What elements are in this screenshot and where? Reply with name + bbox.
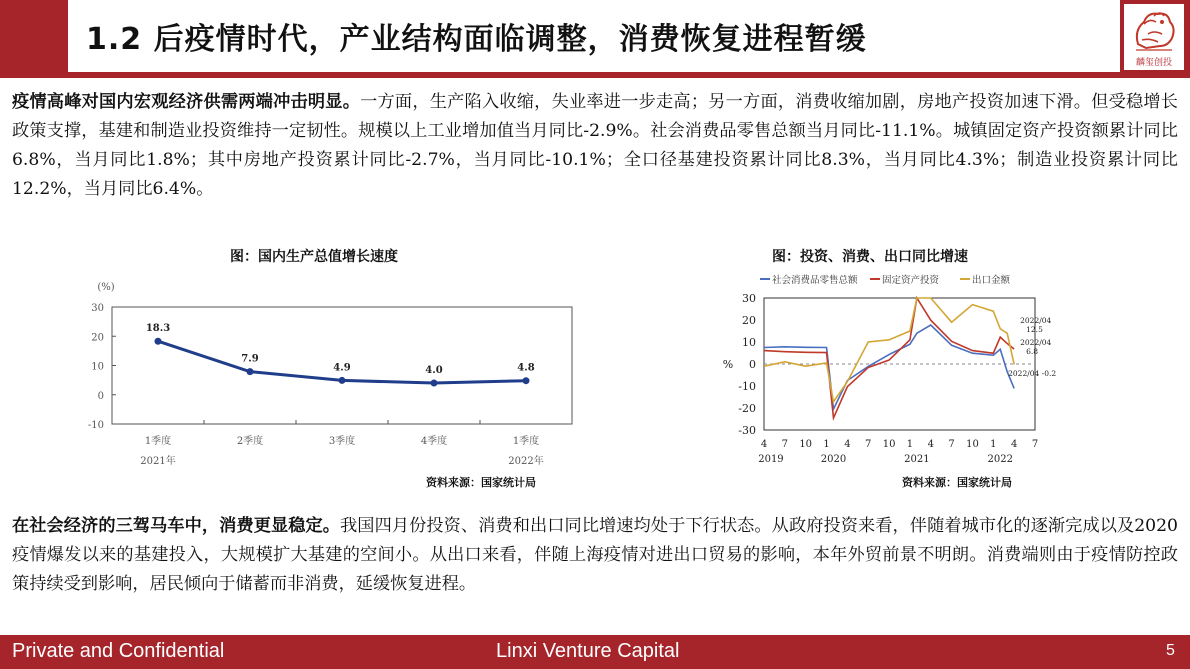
chart2-series-line <box>764 298 1014 402</box>
chart2-x-tick: 1 <box>823 439 830 450</box>
chart2-y-tick: 30 <box>742 292 756 305</box>
chart2-y-tick: -10 <box>738 380 756 393</box>
chart2-x-tick: 10 <box>882 439 896 450</box>
chart1-y-tick: -10 <box>87 420 104 431</box>
intro-lead: 疫情高峰对国内宏观经济供需两端冲击明显。 <box>12 92 361 112</box>
chart2-x-tick: 7 <box>1031 439 1039 450</box>
chart2-y-tick: 0 <box>749 358 756 371</box>
chart1-data-label: 4.0 <box>425 365 443 377</box>
chart1-y-tick: 0 <box>97 390 104 402</box>
chart2-series-line <box>764 298 1014 418</box>
chart1-y-tick: 30 <box>91 303 104 314</box>
analysis-paragraph <box>12 512 1178 599</box>
chart1-point <box>431 380 438 387</box>
chart1-point <box>339 377 346 384</box>
chart2-caption: 图：投资、消费、出口同比增速 <box>772 249 968 265</box>
chart2-x-tick: 1 <box>906 439 914 450</box>
chart1-x-tick: 1季度 <box>144 436 172 447</box>
investment-consumption-export-chart <box>720 268 1057 468</box>
chart2-y-tick: 10 <box>742 336 756 349</box>
chart2-x-tick: 7 <box>948 439 955 450</box>
chart2-x-tick: 7 <box>865 439 872 450</box>
chart2-x-year: 2020 <box>820 454 847 465</box>
chart2-y-tick: 20 <box>742 314 756 327</box>
chart1-x-tick: 3季度 <box>328 436 356 447</box>
page-title: 1.2 后疫情时代，产业结构面临调整，消费恢复进程暂缓 <box>86 22 867 57</box>
page-number: 5 <box>1166 642 1175 659</box>
footer-confidential: Private and Confidential <box>12 640 225 662</box>
analysis-lead: 在社会经济的三驾马车中，消费更显稳定。 <box>12 516 341 536</box>
chart2-x-tick: 4 <box>844 439 851 450</box>
chart2-y-tick: -20 <box>738 402 756 415</box>
chart2-legend-label: 固定资产投资 <box>882 275 940 286</box>
chart2-x-tick: 7 <box>781 439 789 450</box>
intro-body: 一方面，生产陷入收缩，失业率进一步走高；另一方面，消费收缩加剧，房地产投资加速下滑。但受稳增长政策支撑，基建和制造业投资维持一定韧性。规模以上工业增加值当月同比-2.9%。社会消费品零售总额当月同比-11.1%。城镇固定资产投资额累计同比6.8%，当月同比1.8%；其中房地产投资累计同比-2.7%，当月同比-10.1%；全口径基建投资累计同比8.3%，当月同比4.3%；制造业投资累计同比12.2%，当月同比6.4%。 <box>12 92 1178 199</box>
chart2-y-tick: -30 <box>738 424 756 437</box>
chart2-series-line <box>764 325 1014 409</box>
chart1-y-tick: 20 <box>91 332 104 344</box>
chart1-point <box>247 368 254 375</box>
logo <box>1124 4 1184 70</box>
chart2-x-tick: 1 <box>990 439 997 450</box>
qilin-logo-icon <box>1124 4 1184 56</box>
gdp-growth-chart <box>80 272 580 492</box>
logo-text: 麟玺创投 <box>1135 58 1172 68</box>
footer-company: Linxi Venture Capital <box>496 640 680 662</box>
chart1-source: 资料来源：国家统计局 <box>426 476 536 489</box>
intro-paragraph <box>12 88 1178 204</box>
chart2-annotation-date: 2022/04 <box>1020 338 1052 347</box>
chart1-x-year: 2021年 <box>140 456 176 467</box>
header-bar <box>0 0 1190 78</box>
chart2-y-unit: % <box>722 358 734 371</box>
analysis-body: 我国四月份投资、消费和出口同比增速均处于下行状态。从政府投资来看，伴随着城市化的逐渐完成以及2020疫情爆发以来的基建投入，大规模扩大基建的空间小。从出口来看，伴随上海疫情对进出口贸易的影响，本年外贸前景不明朗。消费端则由于疫情防控政策持续受到影响，居民倾向于储蓄而非消费，延缓恢复进程。 <box>12 516 1178 594</box>
chart1-caption: 图：国内生产总值增长速度 <box>230 249 398 265</box>
chart1-x-tick: 4季度 <box>420 436 448 447</box>
chart2-x-tick: 4 <box>927 439 934 450</box>
chart1-data-label: 7.9 <box>241 353 259 365</box>
chart2-x-year: 2021 <box>904 454 930 465</box>
chart1-point <box>155 338 162 345</box>
chart2-source: 资料来源：国家统计局 <box>902 476 1012 489</box>
chart2-x-tick: 10 <box>799 439 813 450</box>
chart2-x-tick: 4 <box>760 439 768 450</box>
chart2-legend-label: 社会消费品零售总额 <box>772 275 858 286</box>
chart1-y-unit: (%) <box>97 282 115 293</box>
chart1-x-tick: 1季度 <box>512 436 540 447</box>
chart2-legend-label: 出口金额 <box>972 275 1011 286</box>
footer-bar <box>0 635 1190 669</box>
chart1-x-year: 2022年 <box>508 456 544 467</box>
chart1-data-label: 4.9 <box>333 362 351 374</box>
chart2-x-tick: 4 <box>1010 439 1018 450</box>
chart1-point <box>523 377 530 384</box>
chart1-data-label: 18.3 <box>145 323 171 335</box>
chart1-x-tick: 2季度 <box>236 436 264 447</box>
chart2-x-year: 2022 <box>987 454 1013 465</box>
chart2-x-year: 2019 <box>758 454 784 465</box>
chart2-annotation-label: 2022/04 -0.2 <box>1008 369 1057 378</box>
title-box <box>68 0 1120 72</box>
chart2-annotation-value: 6.8 <box>1026 347 1039 356</box>
chart1-data-label: 4.8 <box>517 362 535 374</box>
chart2-annotation-value: 12.5 <box>1026 325 1043 334</box>
chart2-x-tick: 10 <box>966 439 979 450</box>
chart1-y-tick: 10 <box>91 361 104 373</box>
chart2-annotation-date: 2022/04 <box>1020 316 1052 325</box>
